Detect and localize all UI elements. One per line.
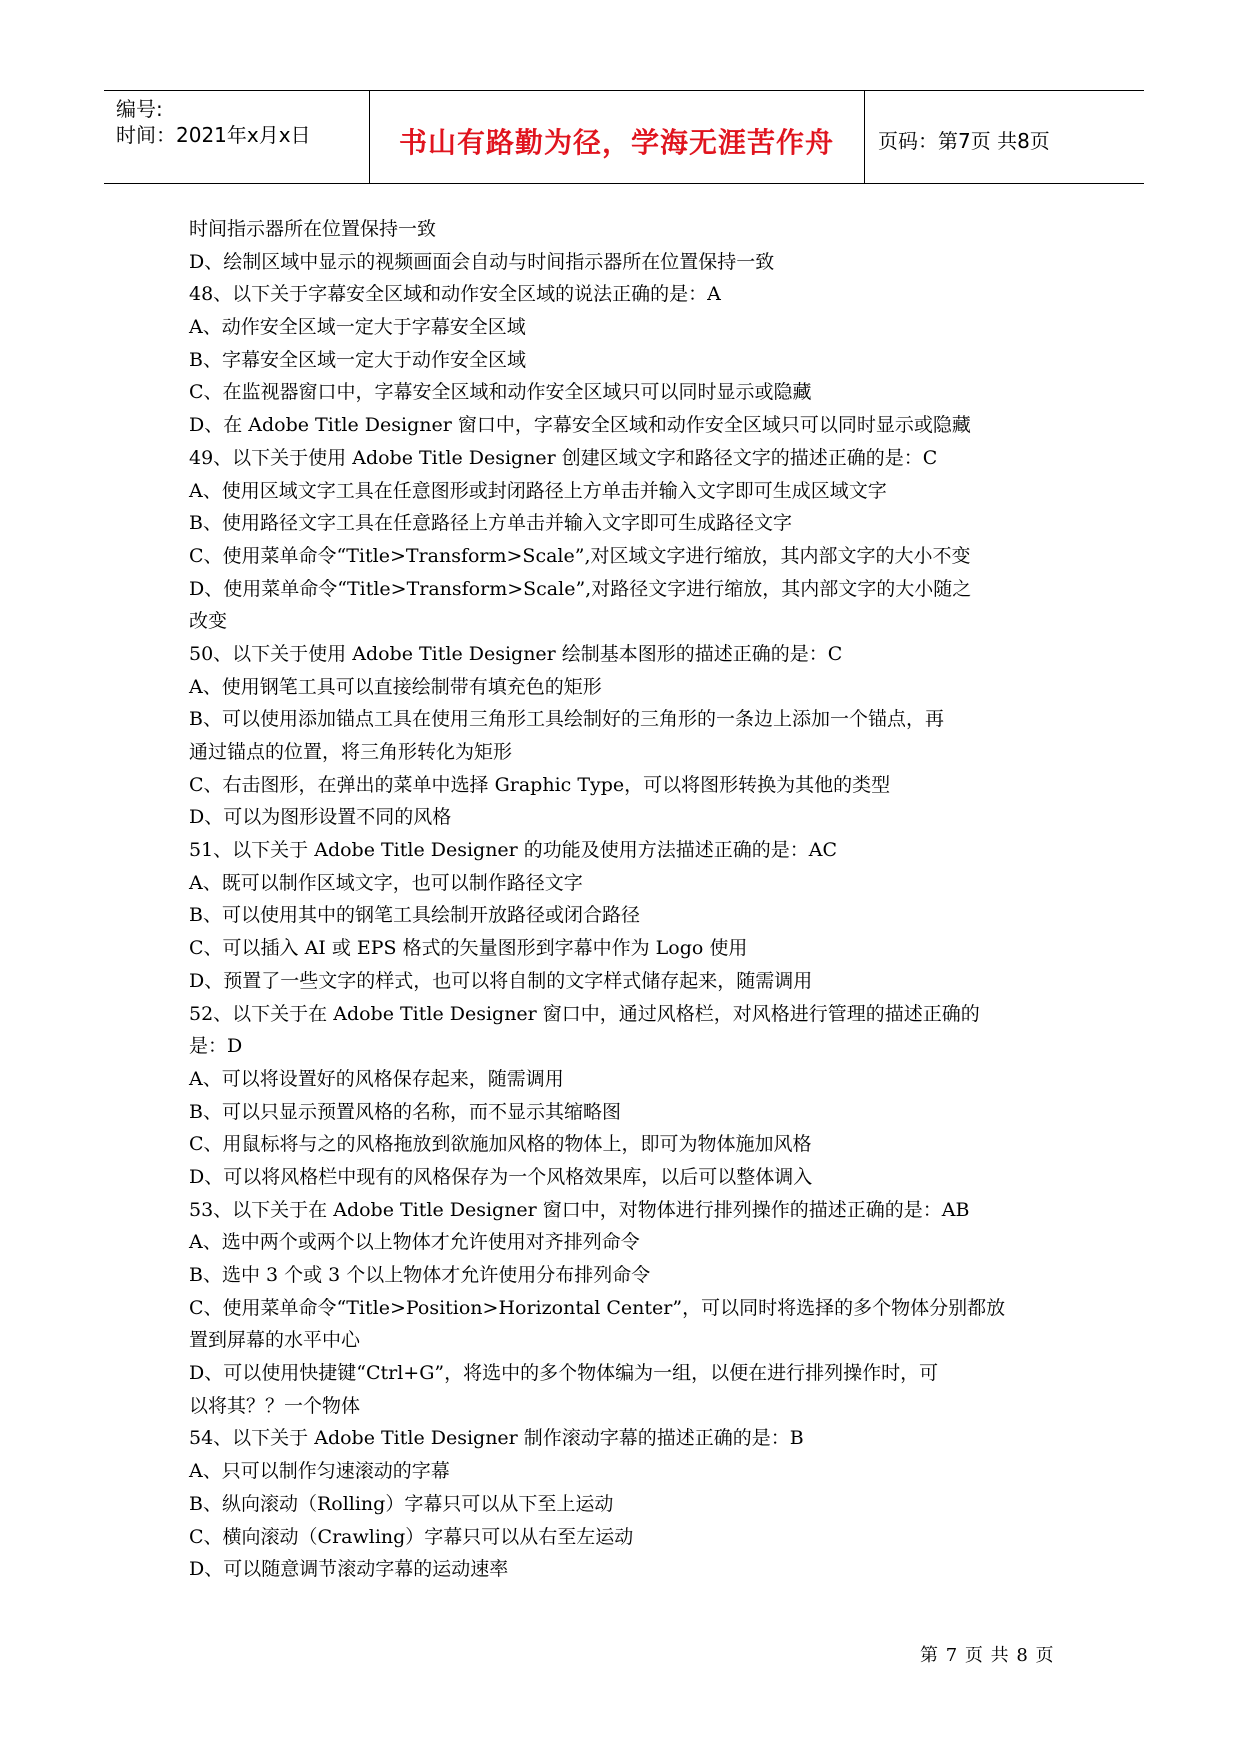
text-line: 通过锚点的位置，将三角形转化为矩形 [189,741,513,763]
header-right-cell [864,91,1144,183]
text-line: A、选中两个或两个以上物体才允许使用对齐排列命令 [189,1231,640,1254]
document-time-label: 时间：2021年x月x日 [116,123,311,147]
text-line: 置到屏幕的水平中心 [189,1329,361,1352]
text-line: 49、以下关于使用 Adobe Title Designer 创建区域文字和路径文字的描述正确的是：C [189,446,938,469]
text-line: A、使用区域文字工具在任意图形或封闭路径上方单击并输入文字即可生成区域文字 [189,479,887,502]
page-footer: 第 7 页 共 8 页 [920,1645,1055,1666]
text-line: 52、以下关于在 Adobe Title Designer 窗口中，通过风格栏，对风格进行管理的描述正确的 [189,1002,980,1025]
text-line: 以将其？？一个物体 [189,1394,361,1417]
text-line: C、使用菜单命令“Title>Position>Horizontal Center”，可以同时将选择的多个物体分别都放 [189,1296,1006,1319]
text-line: D、预置了一些文字的样式，也可以将自制的文字样式储存起来，随需调用 [189,969,813,992]
text-line: A、可以将设置好的风格保存起来，随需调用 [189,1067,564,1090]
text-line: A、既可以制作区域文字，也可以制作路径文字 [189,871,583,894]
document-number-label: 编号: [116,97,163,121]
text-line: C、可以插入 AI 或 EPS 格式的矢量图形到字幕中作为 Logo 使用 [189,937,748,960]
text-line: D、使用菜单命令“Title>Transform>Scale”,对路径文字进行缩放，其内部文字的大小随之 [189,577,972,600]
text-line: C、使用菜单命令“Title>Transform>Scale”,对区域文字进行缩放，其内部文字的大小不变 [189,544,971,567]
text-line: C、用鼠标将与之的风格拖放到欲施加风格的物体上，即可为物体施加风格 [189,1133,812,1156]
text-line: D、在 Adobe Title Designer 窗口中，字幕安全区域和动作安全区域只可以同时显示或隐藏 [189,414,971,437]
text-line: D、可以为图形设置不同的风格 [189,806,452,829]
text-line: 50、以下关于使用 Adobe Title Designer 绘制基本图形的描述正确的是：C [189,642,843,665]
text-line: C、右击图形，在弹出的菜单中选择 Graphic Type，可以将图形转换为其他的类型 [189,773,891,796]
text-line: D、绘制区域中显示的视频画面会自动与时间指示器所在位置保持一致 [189,250,775,273]
header-left-cell [104,91,370,183]
text-line: B、纵向滚动（Rolling）字幕只可以从下至上运动 [189,1492,614,1515]
text-line: D、可以使用快捷键“Ctrl+G”，将选中的多个物体编为一组，以便在进行排列操作时，可 [189,1362,939,1385]
document-body [189,213,1069,1586]
text-line: A、使用钢笔工具可以直接绘制带有填充色的矩形 [189,675,602,698]
text-line: D、可以随意调节滚动字幕的运动速率 [189,1558,509,1581]
text-line: B、字幕安全区域一定大于动作安全区域 [189,348,526,371]
page-header [104,90,1144,184]
header-motto: 书山有路勤为径，学海无涯苦作舟 [398,126,834,159]
text-line: B、可以只显示预置风格的名称，而不显示其缩略图 [189,1100,621,1123]
header-middle-cell [369,91,865,183]
text-line: A、动作安全区域一定大于字幕安全区域 [189,316,526,339]
text-line: 48、以下关于字幕安全区域和动作安全区域的说法正确的是：A [189,283,721,306]
text-line: 时间指示器所在位置保持一致 [189,218,437,240]
text-line: B、使用路径文字工具在任意路径上方单击并输入文字即可生成路径文字 [189,512,792,535]
text-line: D、可以将风格栏中现有的风格保存为一个风格效果库，以后可以整体调入 [189,1165,813,1188]
text-line: 54、以下关于 Adobe Title Designer 制作滚动字幕的描述正确的是：B [189,1427,804,1450]
text-line: C、横向滚动（Crawling）字幕只可以从右至左运动 [189,1525,634,1548]
text-line: 是：D [189,1035,243,1058]
text-line: C、在监视器窗口中，字幕安全区域和动作安全区域只可以同时显示或隐藏 [189,381,812,404]
text-line: A、只可以制作匀速滚动的字幕 [189,1460,450,1483]
text-line: B、可以使用其中的钢笔工具绘制开放路径或闭合路径 [189,904,640,927]
text-line: 53、以下关于在 Adobe Title Designer 窗口中，对物体进行排列操作的描述正确的是：AB [189,1198,970,1221]
text-line: B、选中 3 个或 3 个以上物体才允许使用分布排列命令 [189,1264,651,1286]
text-line: 51、以下关于 Adobe Title Designer 的功能及使用方法描述正确的是：AC [189,839,838,862]
header-page-number: 页码：第7页 共8页 [878,129,1050,153]
text-line: 改变 [189,610,228,633]
text-line: B、可以使用添加锚点工具在使用三角形工具绘制好的三角形的一条边上添加一个锚点，再 [189,708,944,731]
